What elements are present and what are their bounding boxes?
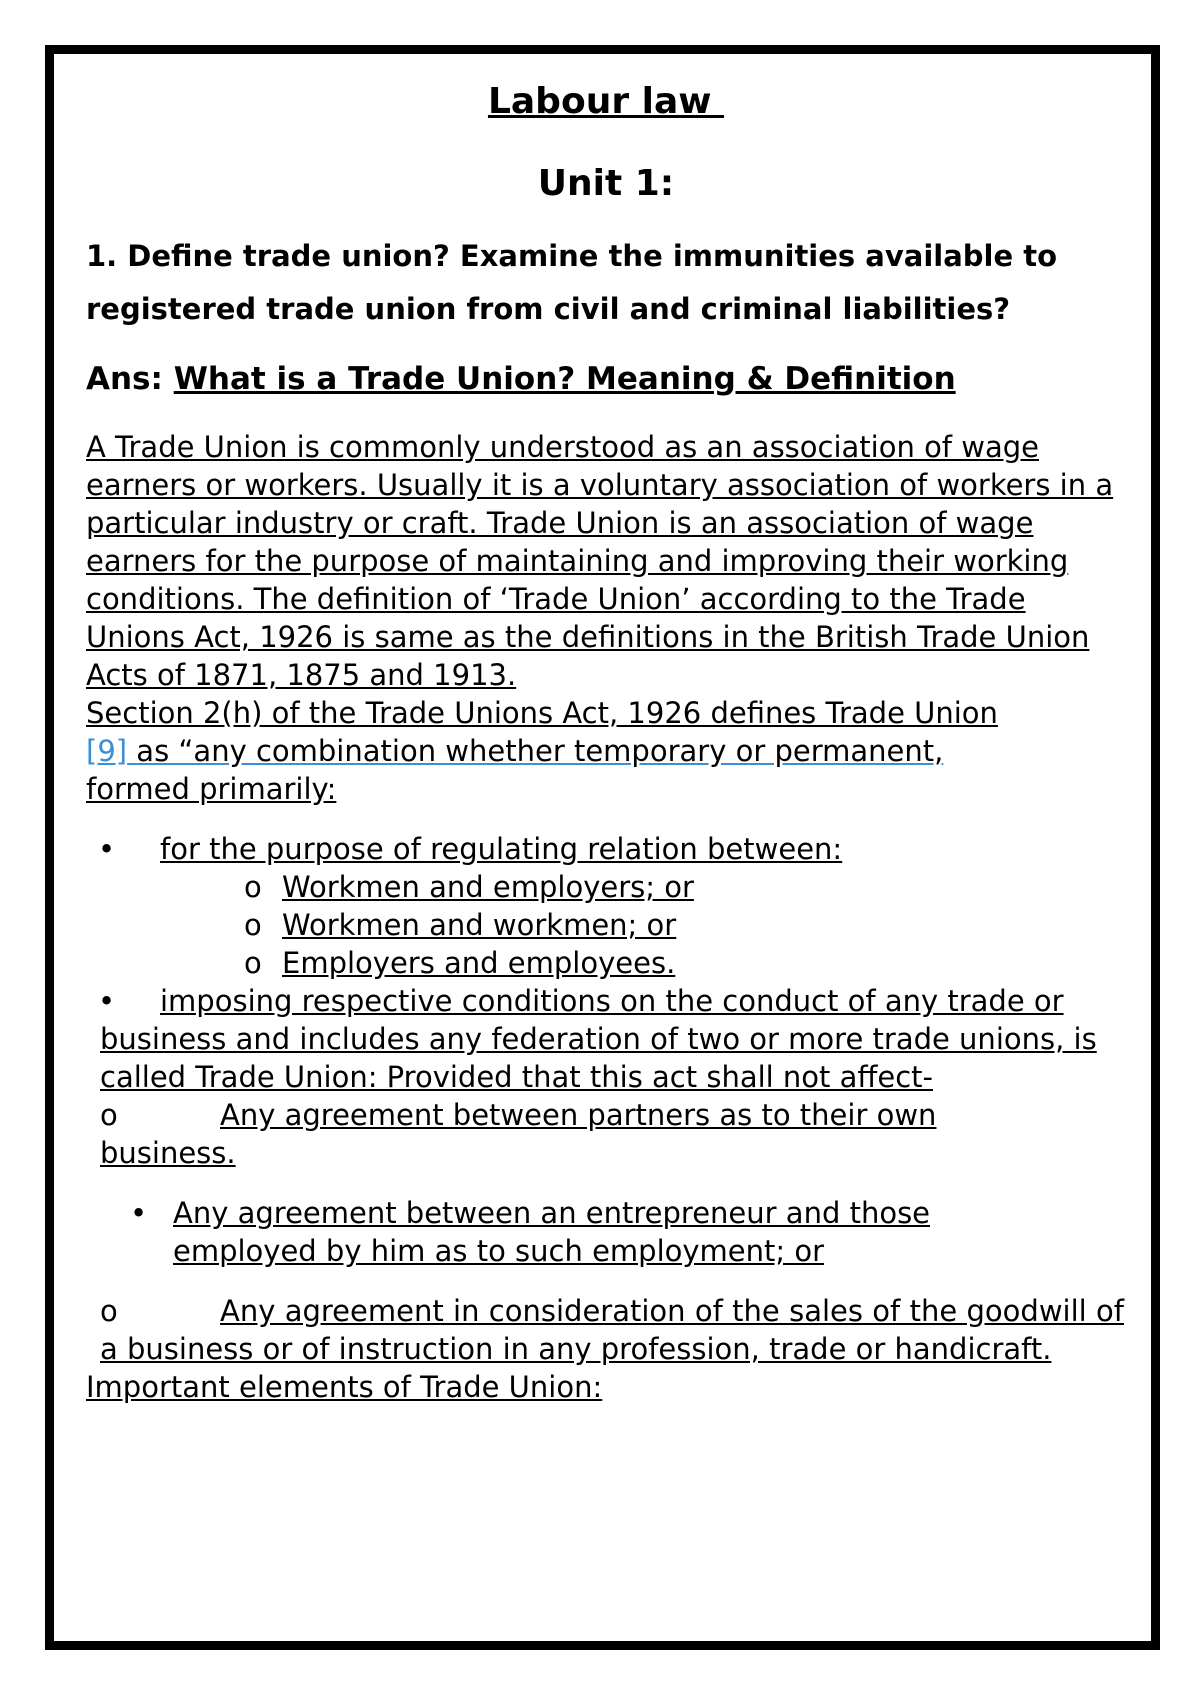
section-definition <box>86 694 1126 808</box>
bullet-marker: • <box>98 832 116 866</box>
list-item <box>86 982 1120 1096</box>
sub-item-2: Workmen and workmen; or <box>282 908 677 942</box>
list-item <box>86 830 1126 868</box>
circle-item-1: Any agreement between partners as to their own business. <box>100 1098 937 1170</box>
sub-list-item <box>86 868 1126 906</box>
question-heading: 1. Define trade union? Examine the immunities available to registered trade union from civil and criminal liabilities? <box>86 239 1058 326</box>
circle-marker: o <box>100 1098 118 1132</box>
sub-item-3: Employers and employees. <box>282 946 676 980</box>
document-body <box>86 78 1126 1406</box>
circle-marker: o <box>244 946 262 980</box>
sub-list-item <box>86 906 1126 944</box>
bullet-marker: • <box>130 1196 148 1230</box>
bullet-1-text: for the purpose of regulating relation between: <box>160 832 843 866</box>
sub-item-1: Workmen and employers; or <box>282 870 694 904</box>
list-item <box>86 1096 1000 1172</box>
answer-prefix: Ans: <box>86 361 174 397</box>
reference-link[interactable]: [9] <box>86 734 128 768</box>
circle-item-2: Any agreement in consideration of the sales of the goodwill of a business or of instruction in any profession, trade or handicraft. <box>100 1294 1124 1366</box>
document-title: Labour law <box>487 81 725 122</box>
answer-heading <box>86 356 1126 402</box>
definition-paragraph: A Trade Union is commonly understood as an association of wage earners or workers. Usually it is a voluntary association of workers in a particular industry or craft. Trade Union is an association of wage earners for the purpose of maintaining and improving their working conditions. The definition of ‘Trade Union’ according to the Trade Unions Act, 1926 is same as the definitions in the British Trade Union Acts of 1871, 1875 and 1913. <box>86 430 1114 692</box>
circle-marker: o <box>244 908 262 942</box>
bullet-3-text: Any agreement between an entrepreneur and those employed by him as to such employment; or <box>173 1196 931 1268</box>
definition-list <box>86 830 1126 1368</box>
list-item <box>86 1194 1033 1270</box>
bullet-marker: • <box>98 984 116 1018</box>
circle-marker: o <box>244 870 262 904</box>
sub-list-item <box>86 944 1126 982</box>
closing-heading: Important elements of Trade Union: <box>86 1370 603 1404</box>
bullet-2-text: imposing respective conditions on the conduct of any trade or business and includes any federation of two or more trade unions, is called Trade Union: Provided that this act shall not affect- <box>100 984 1097 1094</box>
section-line-1: Section 2(h) of the Trade Unions Act, 1926 defines Trade Union <box>86 696 998 730</box>
unit-title: Unit 1: <box>537 163 675 204</box>
list-item <box>86 1292 1124 1368</box>
circle-marker: o <box>100 1294 118 1328</box>
answer-title: What is a Trade Union? Meaning & Definition <box>173 361 956 397</box>
section-line-2: as “any combination whether temporary or permanent, <box>127 734 944 768</box>
section-line-3: formed primarily: <box>86 772 337 806</box>
